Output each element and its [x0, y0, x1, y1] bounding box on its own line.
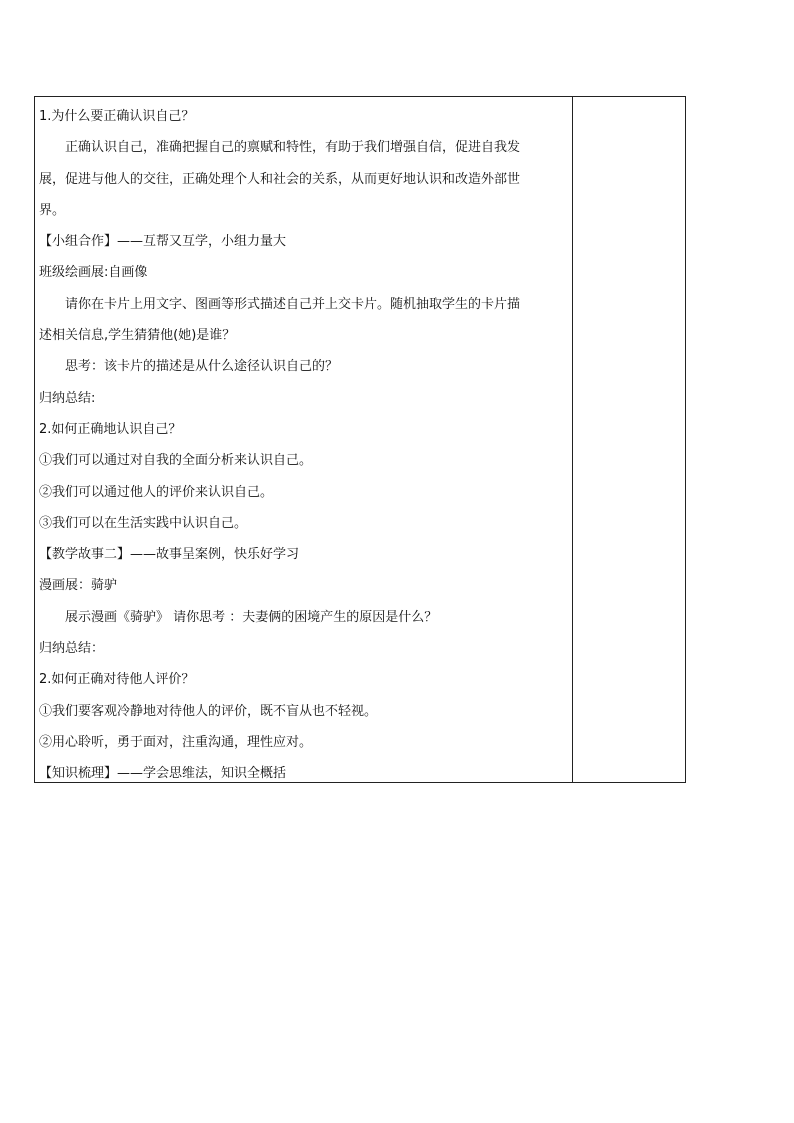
text-line: 正确认识自己，准确把握自己的禀赋和特性，有助于我们增强自信，促进自我发	[65, 140, 521, 156]
text-line: ②我们可以通过他人的评价来认识自己。	[39, 484, 274, 500]
text-line: 2.如何正确地认识自己？	[39, 421, 182, 437]
text-line: 班级绘画展:自画像	[39, 265, 148, 281]
text-line: 述相关信息,学生猜猜他(她)是谁？	[39, 328, 236, 344]
text-line: 归纳总结：	[39, 641, 105, 657]
text-line: 2.如何正确对待他人评价？	[39, 672, 195, 688]
text-line: 漫画展：骑驴	[39, 578, 118, 594]
text-line: 1.为什么要正确认识自己？	[39, 109, 195, 124]
text-line: 界。	[39, 202, 66, 218]
text-line: 展示漫画《骑驴》 请你思考 ：夫妻俩的困境产生的原因是什么？	[65, 609, 438, 625]
text-line: 请你在卡片上用文字、图画等形式描述自己并上交卡片。随机抽取学生的卡片描	[65, 296, 521, 312]
text-line: 展，促进与他人的交往，正确处理个人和社会的关系，从而更好地认识和改造外部世	[39, 171, 521, 187]
text-line: ①我们可以通过对自我的全面分析来认识自己。	[39, 453, 313, 469]
text-line: 【教学故事二】——故事呈案例，快乐好学习	[39, 547, 300, 563]
text-line: ①我们要客观冷静地对待他人的评价，既不盲从也不轻视。	[39, 703, 378, 719]
text-line: ②用心聆听，勇于面对，注重沟通，理性应对。	[39, 734, 313, 750]
text-line: ③我们可以在生活实践中认识自己。	[39, 515, 248, 531]
text-line: 【小组合作】——互帮又互学，小组力量大	[39, 234, 287, 250]
text-line: 思考：该卡片的描述是从什么途径认识自己的？	[65, 359, 339, 375]
notes-cell	[573, 97, 685, 782]
text-line: 【知识梳理】——学会思维法，知识全概括	[39, 766, 287, 782]
lesson-content-cell	[35, 97, 573, 782]
text-line: 归纳总结:	[39, 390, 96, 406]
lesson-table	[34, 96, 686, 783]
